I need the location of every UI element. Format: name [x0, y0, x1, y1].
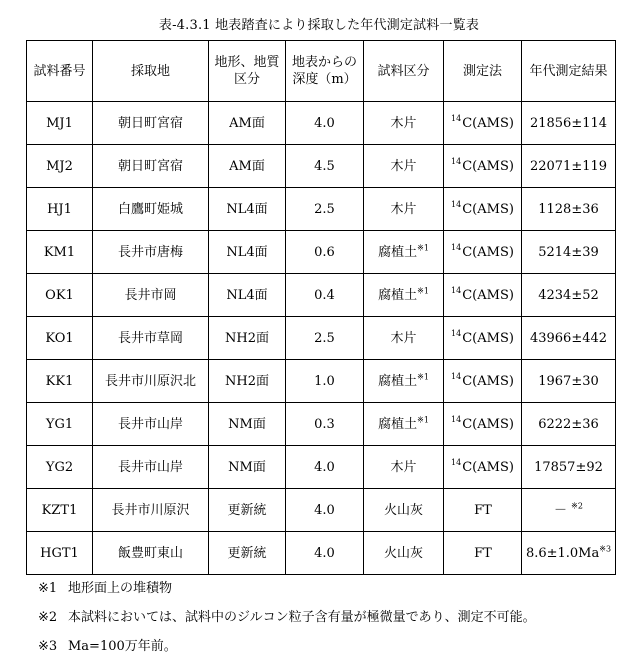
result-text: －: [554, 502, 572, 518]
cell-sample-id: MJ1: [27, 102, 93, 145]
table-caption: 表-4.3.1 地表踏査により採取した年代測定試料一覧表: [158, 18, 480, 33]
cell-sample-type: [364, 317, 444, 360]
header-landform-line2: 区分: [233, 72, 260, 87]
table-row: [27, 489, 616, 532]
table-row: [27, 102, 616, 145]
table-row: [27, 446, 616, 489]
cell-landform: AM面: [209, 102, 286, 145]
cell-method: [444, 188, 522, 231]
cell-sample-id: MJ2: [27, 145, 93, 188]
cell-location: 長井市岡: [93, 274, 209, 317]
cell-depth: 2.5: [286, 188, 364, 231]
header-result: 年代測定結果: [522, 41, 616, 102]
cell-result: [522, 489, 616, 532]
method-text: C(AMS): [462, 244, 514, 260]
cell-sample-type: [364, 489, 444, 532]
cell-result: [522, 274, 616, 317]
sample-type-text: 火山灰: [383, 502, 423, 518]
cell-depth: 2.5: [286, 317, 364, 360]
cell-sample-id: KO1: [27, 317, 93, 360]
result-text: 6222±36: [538, 416, 599, 432]
table-row: [27, 403, 616, 446]
sample-type-text: 木片: [390, 158, 417, 174]
cell-sample-type: [364, 188, 444, 231]
result-text: 8.6±1.0Ma: [525, 545, 600, 561]
result-text: 21856±114: [529, 115, 608, 131]
table-row: [27, 274, 616, 317]
footnote-mark: ※3: [38, 639, 58, 654]
cell-result: [522, 403, 616, 446]
cell-sample-id: KM1: [27, 231, 93, 274]
cell-method: [444, 102, 522, 145]
cell-method: [444, 145, 522, 188]
header-landform-line1: 地形、地質: [214, 55, 280, 70]
sample-type-text: 木片: [390, 115, 417, 131]
isotope-mass-number: 14: [451, 415, 462, 425]
result-text: 43966±442: [529, 330, 608, 346]
cell-sample-type: [364, 532, 444, 575]
isotope-mass-number: 14: [451, 458, 462, 468]
cell-sample-id: YG2: [27, 446, 93, 489]
footnote-text: 地形面上の堆積物: [68, 581, 173, 596]
cell-sample-type: [364, 360, 444, 403]
cell-sample-type: [364, 403, 444, 446]
cell-method: [444, 317, 522, 360]
isotope-mass-number: 14: [451, 286, 462, 296]
isotope-mass-number: 14: [451, 200, 462, 210]
result-text: 4234±52: [538, 287, 599, 303]
footnotes: [38, 574, 536, 661]
method-text: FT: [474, 502, 492, 518]
cell-depth: 4.0: [286, 489, 364, 532]
header-depth-line2: 深度（m）: [292, 72, 357, 87]
isotope-mass-number: 14: [451, 372, 462, 382]
cell-result: [522, 360, 616, 403]
isotope-mass-number: 14: [451, 114, 462, 124]
cell-method: [444, 532, 522, 575]
cell-result: [522, 188, 616, 231]
cell-method: [444, 446, 522, 489]
result-text: 17857±92: [534, 459, 603, 475]
cell-sample-id: HGT1: [27, 532, 93, 575]
method-text: C(AMS): [462, 158, 514, 174]
cell-sample-type: [364, 274, 444, 317]
cell-depth: 0.6: [286, 231, 364, 274]
cell-landform: NL4面: [209, 188, 286, 231]
cell-method: [444, 274, 522, 317]
cell-landform: NH2面: [209, 360, 286, 403]
footnote-text: 本試料においては、試料中のジルコン粒子含有量が極微量であり、測定不可能。: [68, 610, 536, 625]
cell-depth: 4.0: [286, 446, 364, 489]
sample-type-text: 腐植土: [378, 416, 418, 432]
cell-landform: 更新統: [209, 489, 286, 532]
result-text: 22071±119: [529, 158, 608, 174]
cell-location: 朝日町宮宿: [93, 102, 209, 145]
cell-result: [522, 231, 616, 274]
cell-landform: NM面: [209, 446, 286, 489]
cell-location: 長井市唐梅: [93, 231, 209, 274]
table-row: [27, 231, 616, 274]
cell-sample-id: HJ1: [27, 188, 93, 231]
footnote: [38, 603, 536, 632]
cell-method: [444, 360, 522, 403]
sample-type-text: 木片: [390, 330, 417, 346]
table-row: [27, 360, 616, 403]
cell-depth: 1.0: [286, 360, 364, 403]
header-sample-id: 試料番号: [27, 41, 93, 102]
cell-location: 長井市山岸: [93, 403, 209, 446]
cell-location: 長井市川原沢: [93, 489, 209, 532]
cell-sample-id: OK1: [27, 274, 93, 317]
sample-type-text: 腐植土: [378, 373, 418, 389]
cell-method: [444, 231, 522, 274]
cell-sample-id: KK1: [27, 360, 93, 403]
isotope-mass-number: 14: [451, 157, 462, 167]
footnote-text: Ma=100万年前。: [68, 639, 177, 654]
header-row: [27, 41, 616, 102]
cell-depth: 0.3: [286, 403, 364, 446]
isotope-mass-number: 14: [451, 243, 462, 253]
result-footnote-mark: ※3: [599, 544, 612, 554]
cell-sample-type: [364, 102, 444, 145]
cell-sample-id: KZT1: [27, 489, 93, 532]
result-text: 1967±30: [538, 373, 599, 389]
cell-depth: 4.0: [286, 102, 364, 145]
cell-location: 朝日町宮宿: [93, 145, 209, 188]
result-text: 5214±39: [538, 244, 599, 260]
cell-landform: NM面: [209, 403, 286, 446]
sample-type-text: 火山灰: [383, 545, 423, 561]
cell-landform: NL4面: [209, 231, 286, 274]
table-body: [27, 102, 616, 575]
method-text: C(AMS): [462, 416, 514, 432]
table-row: [27, 317, 616, 360]
cell-landform: NL4面: [209, 274, 286, 317]
method-text: C(AMS): [462, 459, 514, 475]
method-text: C(AMS): [462, 287, 514, 303]
cell-location: 長井市山岸: [93, 446, 209, 489]
cell-location: 飯豊町東山: [93, 532, 209, 575]
cell-sample-type: [364, 231, 444, 274]
cell-sample-id: YG1: [27, 403, 93, 446]
footnote-mark: ※2: [38, 610, 58, 625]
method-text: C(AMS): [462, 373, 514, 389]
sample-type-text: 木片: [390, 201, 417, 217]
header-depth-line1: 地表からの: [291, 55, 357, 70]
sample-type-footnote-mark: ※1: [417, 286, 429, 296]
footnote-mark: ※1: [38, 581, 58, 596]
sample-type-text: 腐植土: [378, 244, 418, 260]
sample-type-text: 木片: [390, 459, 417, 475]
cell-depth: 4.0: [286, 532, 364, 575]
cell-sample-type: [364, 446, 444, 489]
sample-type-footnote-mark: ※1: [417, 415, 429, 425]
cell-result: [522, 145, 616, 188]
header-depth: [286, 41, 364, 102]
cell-sample-type: [364, 145, 444, 188]
cell-method: [444, 489, 522, 532]
cell-depth: 0.4: [286, 274, 364, 317]
sample-type-footnote-mark: ※1: [417, 243, 429, 253]
method-text: C(AMS): [462, 115, 514, 131]
method-text: C(AMS): [462, 201, 514, 217]
cell-result: [522, 532, 616, 575]
table-row: [27, 145, 616, 188]
cell-method: [444, 403, 522, 446]
cell-landform: NH2面: [209, 317, 286, 360]
cell-location: 長井市草岡: [93, 317, 209, 360]
footnote: [38, 574, 536, 603]
cell-landform: 更新統: [209, 532, 286, 575]
header-landform: [209, 41, 286, 102]
cell-result: [522, 446, 616, 489]
footnote: [38, 632, 536, 661]
table-row: [27, 532, 616, 575]
result-text: 1128±36: [538, 201, 599, 217]
dating-sample-table: [26, 40, 616, 575]
cell-result: [522, 317, 616, 360]
header-method: 測定法: [444, 41, 522, 102]
cell-landform: AM面: [209, 145, 286, 188]
cell-depth: 4.5: [286, 145, 364, 188]
method-text: C(AMS): [462, 330, 514, 346]
table-row: [27, 188, 616, 231]
cell-result: [522, 102, 616, 145]
method-text: FT: [474, 545, 492, 561]
header-sample-type: 試料区分: [364, 41, 444, 102]
result-footnote-mark: ※2: [571, 501, 583, 511]
header-location: 採取地: [93, 41, 209, 102]
sample-type-text: 腐植土: [378, 287, 418, 303]
cell-location: 長井市川原沢北: [93, 360, 209, 403]
cell-location: 白鷹町姫城: [93, 188, 209, 231]
isotope-mass-number: 14: [451, 329, 462, 339]
sample-type-footnote-mark: ※1: [417, 372, 429, 382]
